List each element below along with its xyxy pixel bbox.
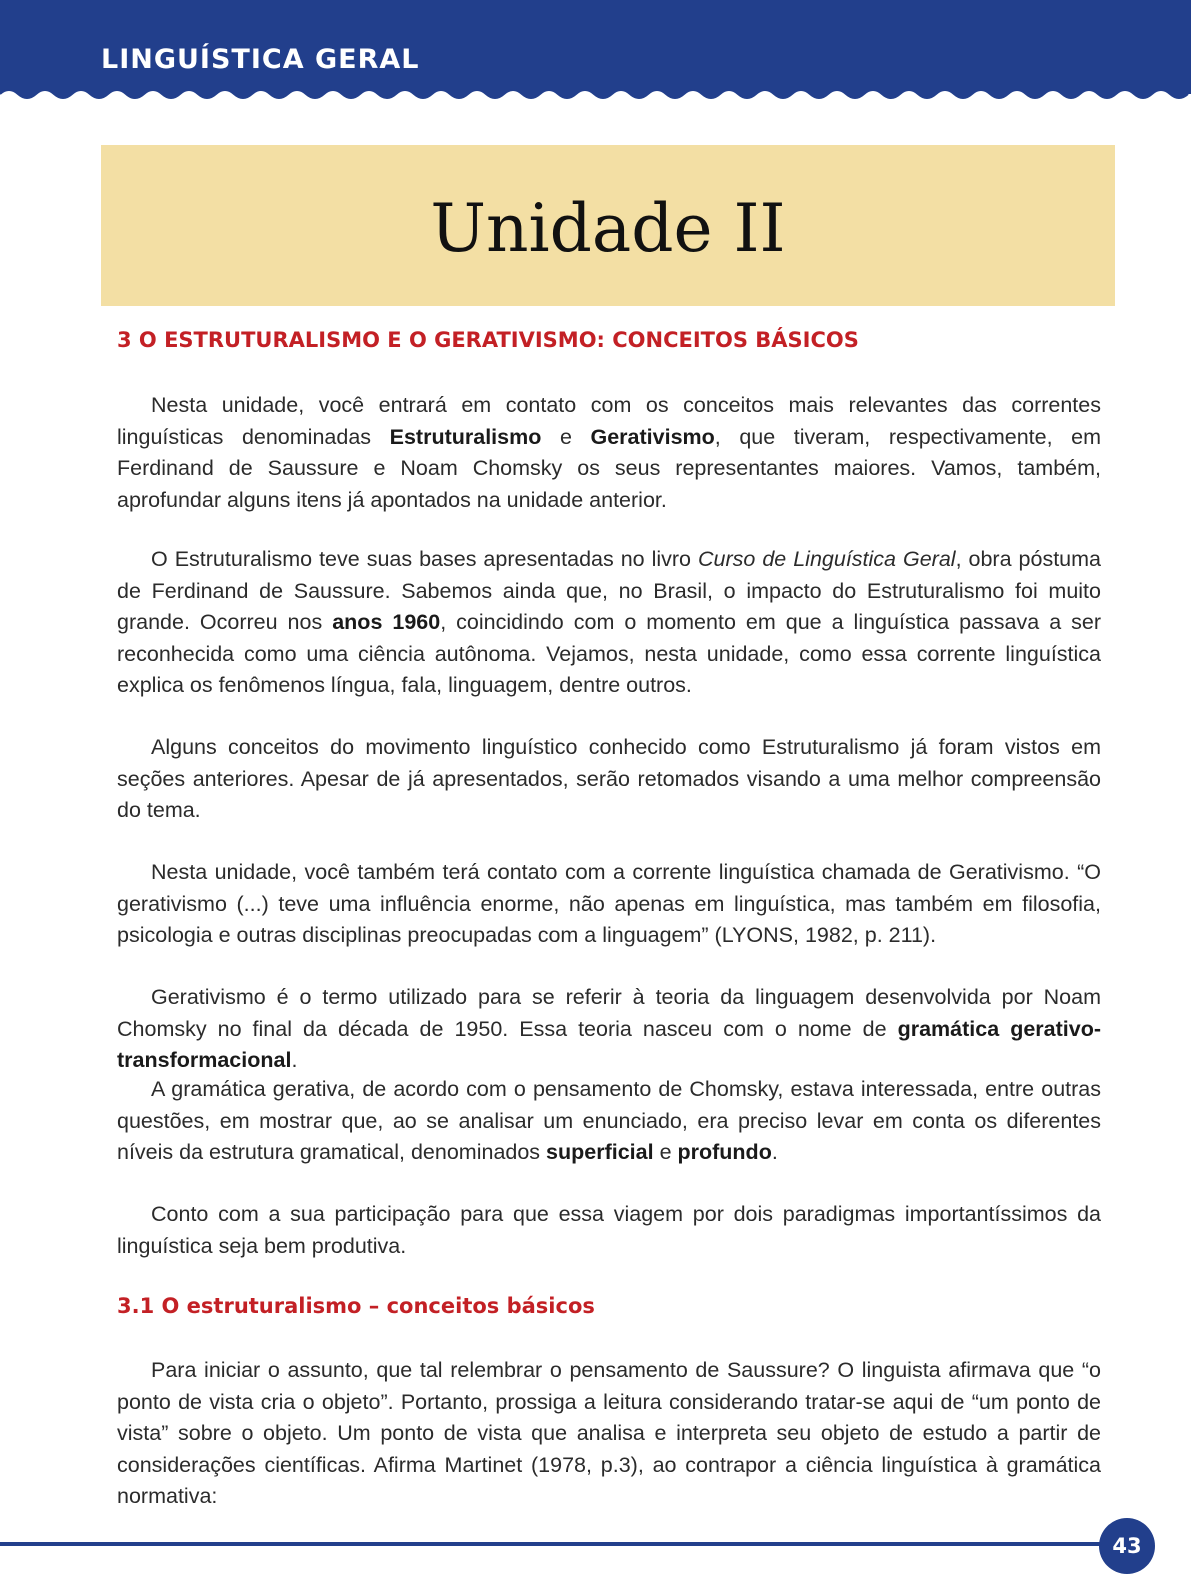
paragraph-5: Gerativismo é o termo utilizado para se referir à teoria da linguagem desenvolvida por Noam Chomsky no final da década de 1950. Essa teoria nasceu com o nome de gramática gerativo-transformacional. bbox=[117, 985, 1101, 1072]
header-band bbox=[0, 0, 1191, 100]
paragraph-7: Conto com a sua participação para que essa viagem por dois paradigmas importantíssimos da linguística seja bem produtiva. bbox=[117, 1202, 1101, 1258]
paragraph-3: Alguns conceitos do movimento linguístico conhecido como Estruturalismo já foram vistos em seções anteriores. Apesar de já apresentados, serão retomados visando a uma melhor compreensão do tema. bbox=[117, 735, 1101, 822]
paragraph-6: A gramática gerativa, de acordo com o pensamento de Chomsky, estava interessada, entre outras questões, em mostrar que, ao se analisar um enunciado, era preciso levar em conta os diferentes níveis da estrutura gramatical, denominados superficial e profundo. bbox=[117, 1077, 1101, 1164]
footer-rule bbox=[0, 1542, 1104, 1546]
unit-title: Unidade II bbox=[430, 190, 786, 267]
page-number: 43 bbox=[1112, 1534, 1142, 1558]
paragraph-4: Nesta unidade, você também terá contato com a corrente linguística chamada de Gerativismo. “O gerativismo (...) teve uma influência enorme, não apenas em linguística, mas também em filosofia, psicologia e outras disciplinas preocupadas com a linguagem” (LYONS, 1982, p. 211). bbox=[117, 860, 1101, 947]
section-heading: 3 O ESTRUTURALISMO E O GERATIVISMO: CONCEITOS BÁSICOS bbox=[117, 328, 859, 352]
page-number-badge bbox=[1099, 1518, 1155, 1574]
book-title: LINGUÍSTICA GERAL bbox=[101, 44, 420, 75]
subsection-heading: 3.1 O estruturalismo – conceitos básicos bbox=[117, 1294, 595, 1318]
paragraph-1: Nesta unidade, você entrará em contato com os conceitos mais relevantes das correntes linguísticas denominadas Estruturalismo e Gerativismo, que tiveram, respectivamente, em Ferdinand de Saussure e Noam Chomsky os seus representantes maiores. Vamos, também, aprofundar alguns itens já apontados na unidade anterior. bbox=[117, 393, 1102, 512]
wave-decoration bbox=[0, 82, 1191, 106]
paragraph-8: Para iniciar o assunto, que tal relembrar o pensamento de Saussure? O linguista afirmava que “o ponto de vista cria o objeto”. Portanto, prossiga a leitura considerando tratar-se aqui de “um ponto de vista” sobre o objeto. Um ponto de vista que analisa e interpreta seu objeto de estudo a partir de considerações científicas. Afirma Martinet (1978, p.3), ao contrapor a ciência linguística à gramática normativa: bbox=[117, 1358, 1101, 1508]
paragraph-2: O Estruturalismo teve suas bases apresentadas no livro Curso de Linguística Geral, obra póstuma de Ferdinand de Saussure. Sabemos ainda que, no Brasil, o impacto do Estruturalismo foi muito grande. Ocorreu nos anos 1960, coincidindo com o momento em que a linguística passava a ser reconhecida como uma ciência autônoma. Vejamos, nesta unidade, como essa corrente linguística explica os fenômenos língua, fala, linguagem, dentre outros. bbox=[117, 547, 1102, 697]
unit-title-box bbox=[101, 145, 1115, 306]
